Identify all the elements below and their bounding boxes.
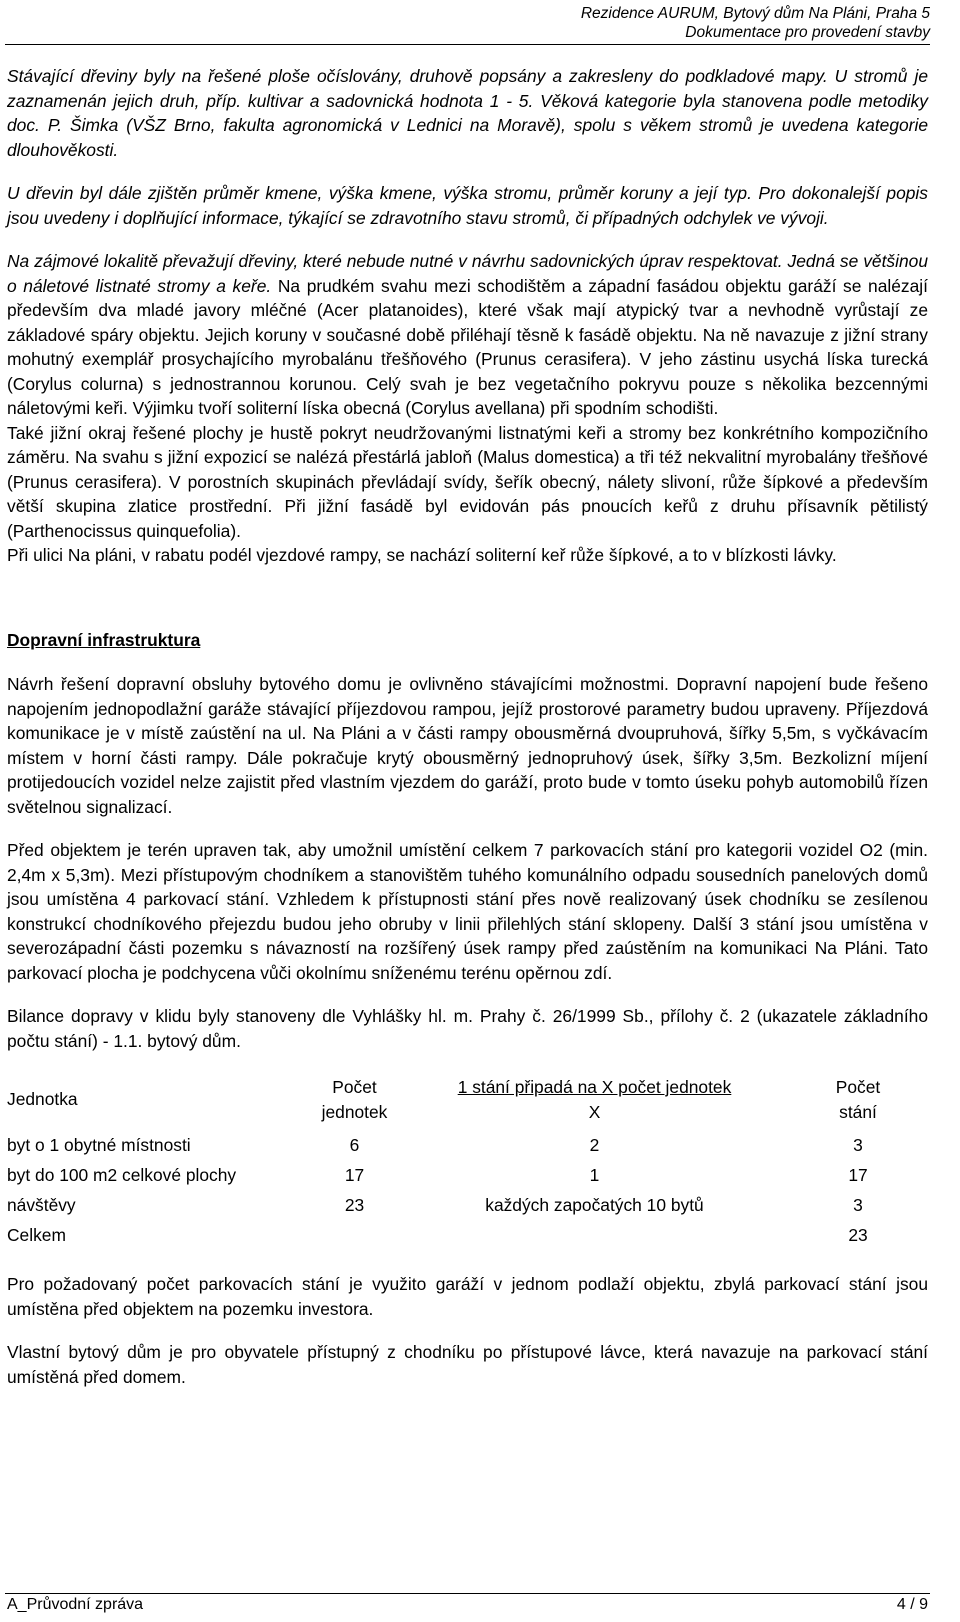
table-row: návštěvy 23 každých započatých 10 bytů 3 bbox=[7, 1195, 863, 1215]
table-row: byt o 1 obytné místnosti 6 2 3 bbox=[7, 1135, 863, 1155]
header-project-title: Rezidence AURUM, Bytový dům Na Pláni, Praha 5 bbox=[580, 5, 930, 22]
paragraph-parking-spaces: Před objektem je terén upraven tak, aby umožnil umístění celkem 7 parkovacích stání pro kategorii vozidel O2 (min. 2,4m x 5,3m). Mezi přístupovým chodníkem a stanovištěm tuhého komunálního odpadu sousedních panelových domů jsou umístěna 4 parkovací stání. Vzhledem k přístupnosti stání přes nově realizovaný úsek chodníku se zesílenou konstrukcí chodníkového přejezdu budou jeho obruby v linii přilehlých stání sklopeny. Další 3 stání jsou umístěna v severozápadní části pozemku s návazností na rozšířený úsek rampy před zaústěním na komunikaci Na Pláni. Tato parkovací plocha je podchycena vůči okolnímu sníženému terénu opěrnou zdí. bbox=[7, 840, 928, 983]
header-divider bbox=[5, 44, 930, 45]
table-header-space-count: Počet stání bbox=[835, 1077, 881, 1122]
paragraph-traffic-access: Návrh řešení dopravní obsluhy bytového domu je ovlivněno stávajícími možnostmi. Dopravní napojení bude řešeno napojením jednopodlažní garáže stávající příjezdovou rampou, jejíž prostorové parametry budou upraveny. Příjezdová komunikace je v místě zaústění na ul. Na Pláni a v části rampy obousměrná dvoupruhová, šířky 5,5m, s vyčkávacím místem v horní části rampy. Dále pokračuje krytý obousměrný jednopruhový úsek, šířky 3,5m. Bezkolizní míjení protijedoucích vozidel nelze zajistit před vlastním vjezdem do garáží, proto bude v tomto úseku pohyb automobilů řízen světelnou signalizací. bbox=[7, 674, 928, 817]
page-header bbox=[581, 4, 930, 42]
table-header-unit: Jednotka bbox=[7, 1089, 78, 1109]
table-total-label: Celkem bbox=[7, 1225, 66, 1245]
paragraph-tree-measurements: U dřevin byl dále zjištěn průměr kmene, výška kmene, výška stromu, průměr koruny a její typ. Pro dokonalejší popis jsou uvedeny i doplňující informace, týkající se zdravotního stavu stromů, či případných odchylek ve vývoji. bbox=[7, 183, 928, 228]
paragraph-street-shrub: Při ulici Na pláni, v rabatu podél vjezdové rampy, se nachází soliterní keř růže šípkové, a to v blízkosti lávky. bbox=[7, 545, 837, 565]
paragraph-vegetation-description bbox=[7, 249, 928, 421]
section-heading-traffic: Dopravní infrastruktura bbox=[7, 629, 201, 650]
paragraph-garage-parking: Pro požadovaný počet parkovacích stání je využito garáží v jednom podlaží objektu, zbylá parkovací stání jsou umístěna před objektem na pozemku investora. bbox=[7, 1274, 928, 1319]
paragraph-vegetation-intro: Na zájmové lokalitě převažují dřeviny, které nebude nutné v návrhu sadovnických úprav respektovat. Jedná se většinou o náletové listnaté stromy a keře. bbox=[7, 251, 928, 296]
footer-divider bbox=[5, 1593, 930, 1594]
table-header-row bbox=[7, 1075, 929, 1133]
table-header-ratio: 1 stání připadá na X počet jednotek X bbox=[457, 1077, 732, 1122]
table-total-value: 23 bbox=[848, 1225, 868, 1245]
footer-page-number: 4 / 9 bbox=[896, 1596, 928, 1613]
table-row: byt do 100 m2 celkové plochy 17 1 17 bbox=[7, 1165, 868, 1185]
paragraph-parking-balance: Bilance dopravy v klidu byly stanoveny dle Vyhlášky hl. m. Prahy č. 26/1999 Sb., přílohy č. 2 (ukazatele základního počtu stání) - 1.1. bytový dům. bbox=[7, 1006, 928, 1051]
paragraph-vegetation-slope: Na prudkém svahu mezi schodištěm a západní fasádou objektu garáží se nalézají především dva mladé javory mléčné (Acer platanoides), které však mají atypický tvar a nevhodně vyrůstají ze základové spáry objektu. Jejich koruny v současné době přiléhají těsně k fasádě objektu. Na ně navazuje z jižní strany mohutný exemplář prosychajícího myrobalánu třešňového (Prunus cerasifera). V jeho zástinu usychá líska turecká (Corylus colurna) s jednostrannou korunou. Celý svah je bez vegetačního pokryvu pouze s několika bezcennými náletovými keři. Výjimku tvoří soliterní líska obecná (Corylus avellana) při spodním schodišti. bbox=[7, 275, 928, 418]
paragraph-south-edge: Také jižní okraj řešené plochy je hustě pokryt neudržovanými listnatými keři a stromy bez konkrétního kompozičního záměru. Na svahu s jižní expozicí se nalézá přestárlá jabloň (Malus domestica) a tři též nekvalitní myrobalány třešňové (Prunus cerasifera). V porostních skupinách převládají svídy, šeřík obecný, nálety slivoní, růže šípkové a především větší skupina zlatice prostřední. Při jižní fasádě byl evidován pás pnoucích keřů z druhu přísavník pětilistý (Parthenocissus quinquefolia). bbox=[7, 422, 928, 541]
parking-table bbox=[7, 1075, 929, 1253]
paragraph-footbridge-access: Vlastní bytový dům je pro obyvatele přístupný z chodníku po přístupové lávce, která navazuje na parkovací stání umístěná před domem. bbox=[7, 1342, 928, 1387]
paragraph-tree-inventory: Stávající dřeviny byly na řešené ploše očíslovány, druhově popsány a zakresleny do podkladové mapy. U stromů je zaznamenán jejich druh, příp. kultivar a sadovnická hodnota 1 - 5. Věková kategorie byla stanovena podle metodiky doc. P. Šimka (VŠZ Brno, fakulta agronomická v Lednici na Moravě), spolu s věkem stromů je uvedena kategorie dlouhověkosti. bbox=[7, 66, 928, 160]
table-total-row bbox=[7, 1223, 929, 1253]
footer-document-name: A_Průvodní zpráva bbox=[7, 1596, 144, 1613]
document-body bbox=[7, 64, 928, 1389]
table-header-unit-count: Počet jednotek bbox=[321, 1077, 388, 1122]
header-document-type: Dokumentace pro provedení stavby bbox=[685, 24, 930, 41]
